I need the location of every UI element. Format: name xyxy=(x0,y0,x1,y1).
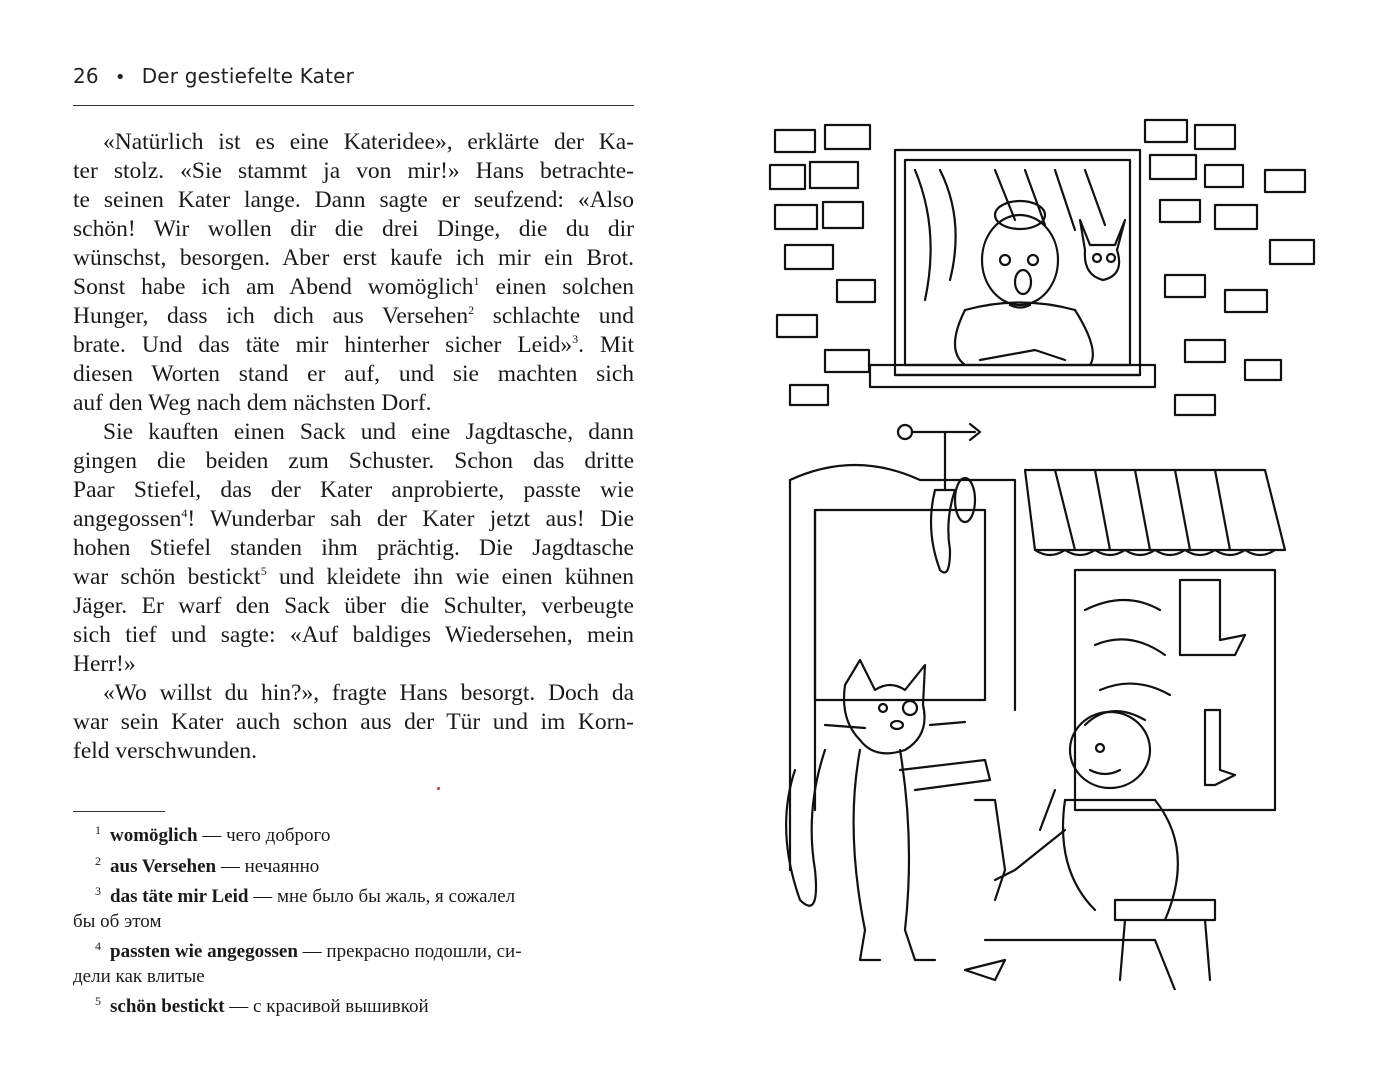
footnote-ref[interactable]: 2 xyxy=(468,303,475,317)
puss-in-boots xyxy=(786,660,1005,960)
text-line: auf den Weg nach dem nächsten Dorf. xyxy=(73,390,432,416)
header-rule xyxy=(73,105,634,106)
text-line: Sie kauften einen Sack und eine Jagdtasche, dann xyxy=(103,419,634,445)
print-speck xyxy=(437,787,440,790)
text-line: te seinen Kater lange. Dann sagte er seufzend: «Also xyxy=(73,187,634,213)
text-line: diesen Worten stand er auf, und sie machten sich xyxy=(73,361,634,387)
footnote-item: $^1$ womöglich — чего доброго xyxy=(95,823,331,846)
text-line: wünschst, besorgen. Aber erst kaufe ich mir ein Brot. xyxy=(73,245,634,271)
chapter-title: Der gestiefelte Kater xyxy=(141,64,355,88)
footnote-item: $^3$ das täte mir Leid — мне было бы жаль, я сожалел xyxy=(95,884,516,907)
text-line: brate. Und das täte mir hinterher sicher Leid»$^3$. Mit xyxy=(73,332,634,358)
text-line: war sein Kater auch schon aus der Tür und im Korn- xyxy=(73,709,634,735)
text-line: gingen die beiden zum Schuster. Schon das dritte xyxy=(73,448,634,474)
page-number: 26 xyxy=(73,64,99,88)
text-line: feld verschwunden. xyxy=(73,738,258,764)
footnotes xyxy=(73,818,634,1020)
text-line: Hunger, dass ich dich aus Versehen$^2$ schlachte und xyxy=(73,303,634,329)
small-cat-in-window xyxy=(1080,220,1125,280)
footnote-ref[interactable]: 5 xyxy=(260,564,267,578)
footnote-item: $^2$ aus Versehen — нечаянно xyxy=(95,853,320,877)
text-line: ter stolz. «Sie stammt ja von mir!» Hans betrachte- xyxy=(73,158,634,184)
illustration-cat-at-shoemaker xyxy=(765,110,1365,990)
text-line: schön! Wir wollen dir die drei Dinge, die du dir xyxy=(73,216,634,242)
main-text xyxy=(73,128,634,766)
text-line: Paar Stiefel, das der Kater anprobierte, passte wie xyxy=(73,477,634,503)
text-line: Jäger. Er warf den Sack über die Schulter, verbeugte xyxy=(73,593,634,619)
text-line: Sonst habe ich am Abend womöglich$^1$ einen solchen xyxy=(73,274,634,300)
shop-window xyxy=(1025,470,1285,810)
footnote-ref[interactable]: 4 xyxy=(181,506,188,520)
brick-wall xyxy=(770,120,1314,415)
footnote-rule xyxy=(73,811,165,812)
footnote-item: $^4$ passten wie angegossen — прекрасно подошли, си- xyxy=(95,939,522,962)
footnote-item: $^5$ schön bestickt — с красивой вышивкой xyxy=(95,994,429,1017)
running-header xyxy=(73,64,354,88)
text-line: angegossen$^4$! Wunderbar sah der Kater jetzt aus! Die xyxy=(73,506,634,532)
text-line: Herr!» xyxy=(73,651,136,677)
footnote-continuation: бы об этом xyxy=(73,910,162,932)
text-line: war schön bestickt$^5$ und kleidete ihn wie einen kühnen xyxy=(73,564,634,590)
woman-figure xyxy=(955,201,1093,365)
shoe-sign xyxy=(898,424,980,573)
footnote-continuation: дели как влитые xyxy=(73,965,205,987)
header-separator: • xyxy=(114,67,126,88)
text-line: sich tief und sagte: «Auf baldiges Wiedersehen, mein xyxy=(73,622,634,648)
window xyxy=(870,150,1155,387)
footnote-ref[interactable]: 3 xyxy=(572,332,579,346)
text-line: «Natürlich ist es eine Kateridee», erklärte der Ka- xyxy=(103,129,634,155)
shop-door xyxy=(790,465,1015,870)
text-line: «Wo willst du hin?», fragte Hans besorgt. Doch da xyxy=(103,680,634,706)
footnote-ref[interactable]: 1 xyxy=(473,274,480,288)
line-drawing xyxy=(765,110,1365,990)
text-line: hohen Stiefel standen ihm prächtig. Die Jagdtasche xyxy=(73,535,634,561)
